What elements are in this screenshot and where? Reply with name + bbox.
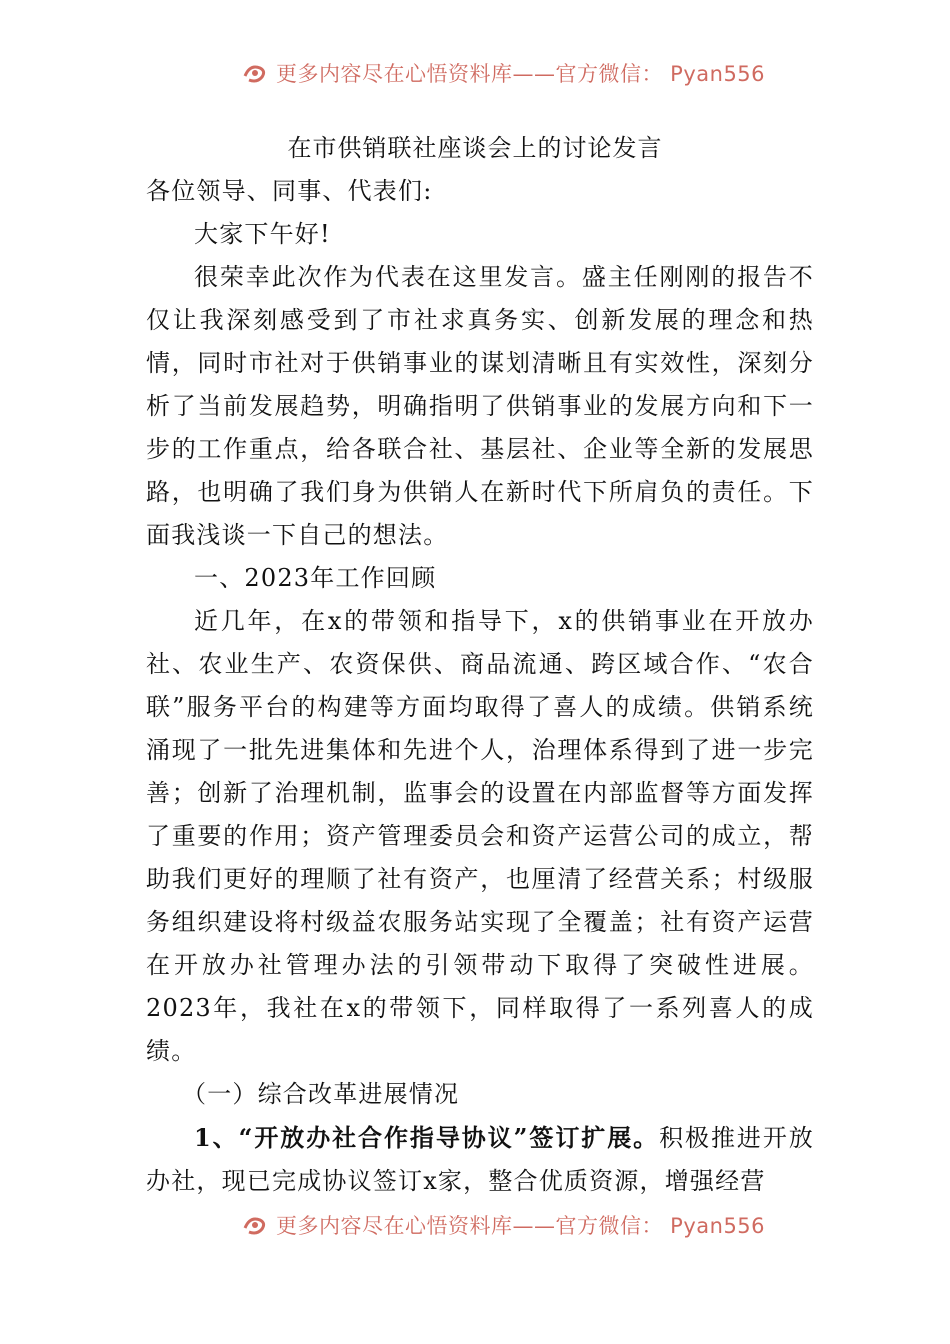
watermark-top: [0, 48, 950, 88]
salutation: 各位领导、同事、代表们:: [146, 177, 433, 205]
watermark-bottom: [0, 1200, 950, 1240]
item-1-text: 积极推进开放办社，现已完成协议签订x家，整合优质资源，增强经营: [146, 1124, 815, 1195]
subsection-heading-1: （一）综合改革进展情况: [182, 1080, 460, 1108]
page-title: 在市供销联社座谈会上的讨论发言: [287, 134, 663, 162]
watermark-text: 更多内容尽在心悟资料库——官方微信： Pyan556: [276, 1214, 766, 1238]
paragraph-intro: 很荣幸此次作为代表在这里发言。盛主任刚刚的报告不仅让我深刻感受到了市社求真务实、创新发展的理念和热情，同时市社对于供销事业的谋划清晰且有实效性，深刻分析了当前发展趋势，明确指明了供销事业的发展方向和下一步的工作重点，给各联合社、基层社、企业等全新的发展思路，也明确了我们身为供销人在新时代下所肩负的责任。下面我浅谈一下自己的想法。: [146, 263, 814, 549]
greeting: 大家下午好!: [194, 220, 331, 248]
watermark-logo-icon: [242, 1214, 268, 1236]
paragraph-item-1: [146, 1116, 814, 1203]
section-heading-1: 一、2023年工作回顾: [194, 564, 437, 592]
paragraph-review: 近几年，在x的带领和指导下，x的供销事业在开放办社、农业生产、农资保供、商品流通、跨区域合作、“农合联”服务平台的构建等方面均取得了喜人的成绩。供销系统涌现了一批先进集体和先进个人，治理体系得到了进一步完善；创新了治理机制，监事会的设置在内部监督等方面发挥了重要的作用；资产管理委员会和资产运营公司的成立，帮助我们更好的理顺了社有资产，也厘清了经营关系；村级服务组织建设将村级益农服务站实现了全覆盖；社有资产运营在开放办社管理办法的引领带动下取得了突破性进展。2023年，我社在x的带领下，同样取得了一系列喜人的成绩。: [146, 607, 814, 1065]
watermark-logo-icon: [242, 62, 268, 84]
watermark-text: 更多内容尽在心悟资料库——官方微信： Pyan556: [276, 62, 766, 86]
item-1-title: 1、“开放办社合作指导协议”签订扩展。: [194, 1123, 660, 1152]
document-body: [146, 170, 814, 1203]
